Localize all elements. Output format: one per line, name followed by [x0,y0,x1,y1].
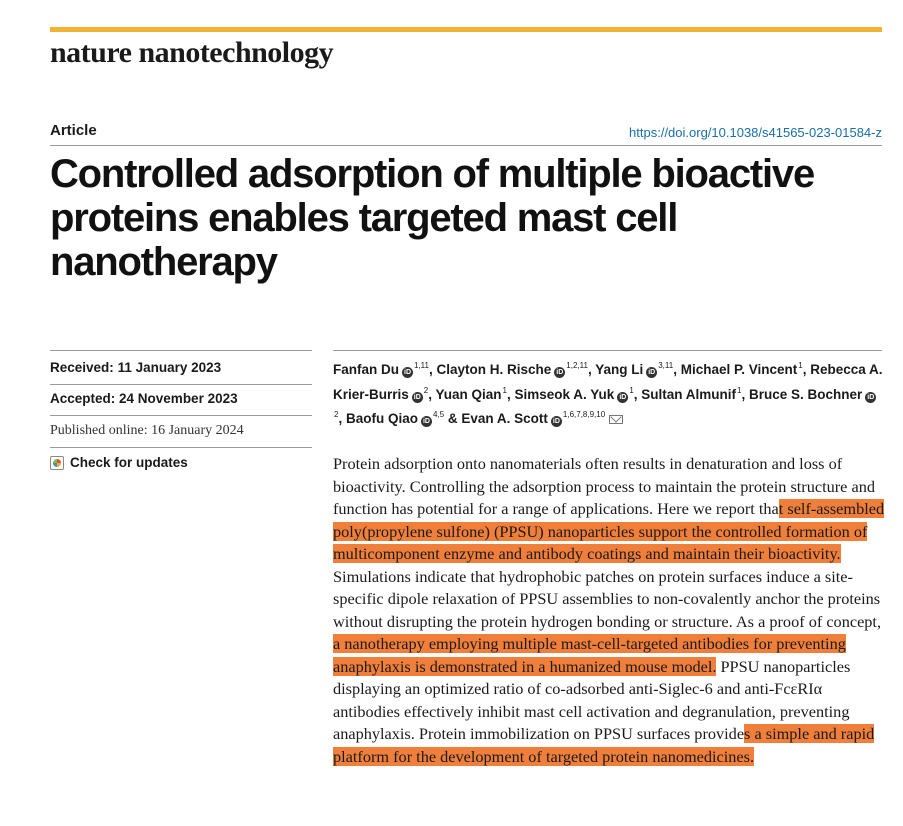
affiliation-marker: 1 [737,385,742,395]
author-separator: & [444,411,462,426]
author-separator: , [802,362,811,377]
orcid-icon[interactable]: iD [413,393,421,401]
author[interactable] [515,387,634,402]
orcid-icon[interactable]: iD [619,393,627,401]
author-separator: , [428,386,436,402]
highlighted-text: a nanotherapy employing multiple mast-cell-targeted antibodies for preventing anaphylaxis is demonstrated in a humanized mouse model. [333,634,846,676]
orcid-icon[interactable]: iD [422,418,430,425]
author[interactable] [437,362,588,377]
author-name[interactable]: Simseok A. Yuk [514,386,615,402]
affiliation-marker: 2 [334,410,339,419]
affiliation-marker: 2 [423,385,429,395]
author[interactable] [595,362,673,377]
author-name[interactable]: Evan A. Scott [461,411,548,426]
author-name[interactable]: Baofu Qiao [345,411,418,426]
author-separator: , [587,362,596,377]
author-list [333,356,883,430]
mail-icon[interactable] [609,415,623,424]
author-separator: , [673,362,681,377]
meta-divider [50,350,312,351]
header-divider [50,145,882,146]
check-for-updates-label: Check for updates [70,455,188,470]
affiliation-marker: 1 [798,361,803,370]
published-date: Published online: 16 January 2024 [50,423,244,438]
author-name[interactable]: Rebecca A. Krier-Burris [333,362,883,402]
accepted-label: Accepted: [50,391,116,406]
affiliation-marker: 1,11 [414,361,429,370]
author-separator: , [633,386,642,402]
author-name[interactable]: Fanfan Du [333,362,399,377]
highlighted-text: s a simple and rapid platform for the development of targeted protein nanomedicines. [333,724,875,766]
author-name[interactable]: Bruce S. Bochner [749,386,863,402]
affiliation-marker: 4,5 [432,410,445,419]
author-name[interactable]: Clayton H. Rische [436,362,552,377]
author-name[interactable]: Yuan Qian [435,386,502,402]
author[interactable] [641,387,741,402]
author-separator: , [428,362,437,377]
journal-name: nature nanotechnology [50,36,334,69]
article-type: Article [50,122,97,139]
authors-divider [333,350,882,351]
abstract-text: PPSU nanoparticles displaying an optimized ratio of co-adsorbed anti-Siglec-6 and anti-FcεRIα antibodies effectively inhibit mast cell activation and degranulation, preventing anaphylaxis. Protein immobilization on PPSU surfaces provide [333,656,851,743]
affiliation-marker: 1,2,11 [566,361,588,370]
meta-divider [50,447,312,448]
abstract [333,453,885,768]
author-separator: , [741,386,749,402]
author-name[interactable]: Sultan Almunif [641,386,737,402]
highlighted-text: t self-assembled poly(propylene sulfone) (PPSU) nanoparticles support the controlled formation of multicomponent enzyme and antibody coatings and maintain their bioactivity. [333,499,885,563]
author-name[interactable]: Yang Li [595,362,644,377]
received-date [50,360,221,375]
orcid-icon[interactable]: iD [404,369,411,376]
author-separator: , [338,411,346,426]
author-separator: , [506,386,515,402]
accepted-value: 24 November 2023 [119,391,238,406]
check-for-updates-button[interactable] [50,455,188,470]
meta-divider [50,415,312,416]
affiliation-marker: 1 [502,385,507,395]
article-title: Controlled adsorption of multiple bioactive proteins enables targeted mast cell nanotherapy [50,152,814,284]
affiliation-marker: 3,11 [658,361,674,370]
meta-divider [50,384,312,385]
received-value: 11 January 2023 [117,360,222,375]
accepted-date [50,391,238,406]
author[interactable] [346,411,444,426]
abstract-text: Protein adsorption onto nanomaterials often results in denaturation and loss of bioactivity. Controlling the adsorption process to maintain the protein structure and function has potential for a range of applications. Here we report tha [333,454,875,518]
received-label: Received: [50,360,114,375]
affiliation-marker: 1 [629,385,634,395]
author[interactable] [436,387,507,402]
check-for-updates-icon [50,456,64,470]
orcid-icon[interactable]: iD [556,369,564,376]
orcid-icon[interactable]: iD [552,418,560,425]
author-name[interactable]: Michael P. Vincent [680,362,798,377]
doi-link[interactable]: https://doi.org/10.1038/s41565-023-01584-z [629,125,882,140]
orcid-icon[interactable]: iD [867,393,875,401]
author[interactable] [681,362,803,377]
affiliation-marker: 1,6,7,8,9,10 [562,410,606,419]
orcid-icon[interactable]: iD [648,369,656,376]
abstract-text: Simulations indicate that hydrophobic patches on protein surfaces induce a site-specific dipole relaxation of PPSU assemblies to non-covalently anchor the proteins without disrupting the protein hydrogen bonding or structure. As a proof of concept, [333,566,882,631]
journal-accent-bar [50,27,882,32]
author[interactable] [333,362,429,377]
author[interactable] [461,411,623,426]
